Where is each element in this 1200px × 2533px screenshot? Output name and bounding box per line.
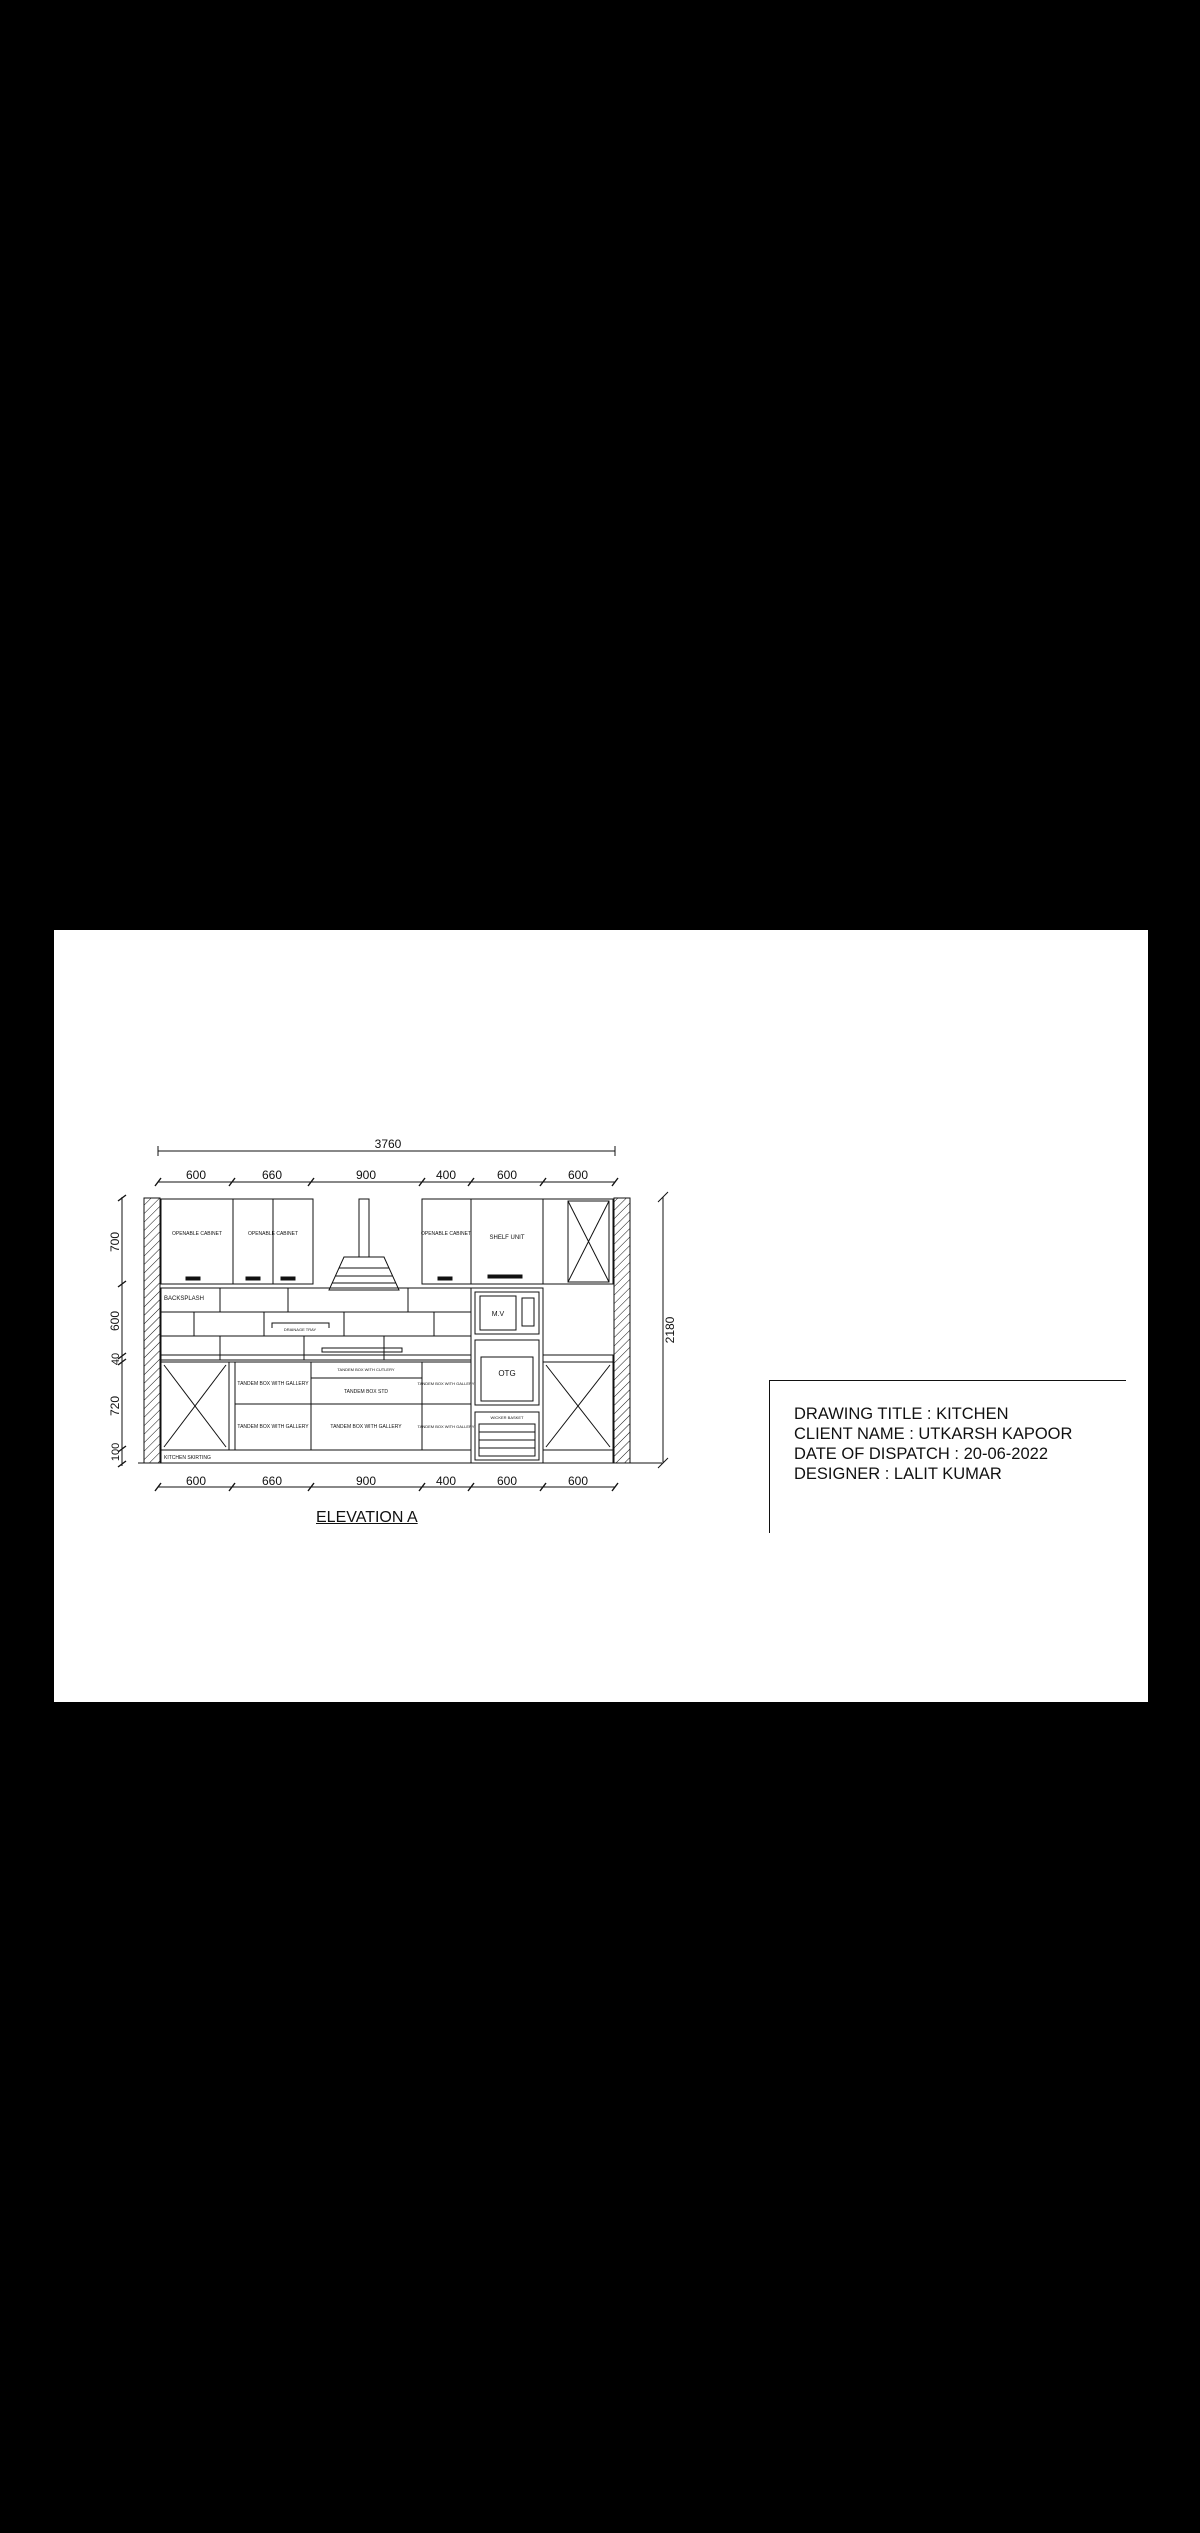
left-wall xyxy=(144,1198,160,1463)
top-dim-6: 600 xyxy=(567,1168,589,1182)
designer-name: DESIGNER : LALIT KUMAR xyxy=(794,1465,1002,1483)
title-block xyxy=(769,1380,1126,1533)
bottom-dim-6: 600 xyxy=(567,1474,589,1488)
wicker-basket-label: WICKER BASKET xyxy=(490,1415,524,1420)
top-dim-4: 400 xyxy=(435,1168,457,1182)
bottom-dim-2: 660 xyxy=(261,1474,283,1488)
top-dim-1: 600 xyxy=(185,1168,207,1182)
drawing-sheet xyxy=(54,930,1148,1702)
date-of-dispatch: DATE OF DISPATCH : 20-06-2022 xyxy=(794,1445,1048,1463)
drawer-5-label: TANDEM BOX WITH GALLERY xyxy=(330,1424,402,1430)
overall-width-label: 3760 xyxy=(374,1137,402,1151)
drawer-6-label: TANDEM BOX WITH GALLERY xyxy=(417,1381,475,1386)
elevation-caption: ELEVATION A xyxy=(316,1509,418,1526)
left-dim-4: 720 xyxy=(108,1395,122,1417)
drawer-7-label: TANDEM BOX WITH GALLERY xyxy=(417,1424,475,1429)
chimney-hood xyxy=(329,1257,399,1290)
drawing-title: DRAWING TITLE : KITCHEN xyxy=(794,1405,1009,1423)
drawer-3-label: TANDEM BOX WITH CUTLERY xyxy=(337,1367,395,1372)
left-dim-5: 100 xyxy=(110,1442,122,1462)
drainage-label: DRAINAGE TRAY xyxy=(283,1327,317,1332)
drawer-2-label: TANDEM BOX WITH GALLERY xyxy=(237,1424,309,1430)
backsplash xyxy=(161,1288,471,1360)
microwave-panel xyxy=(522,1298,534,1326)
right-wall xyxy=(614,1198,630,1463)
left-dim-1: 700 xyxy=(108,1231,122,1253)
height-dim-label: 2180 xyxy=(663,1316,677,1344)
chimney-duct xyxy=(359,1199,369,1257)
wall-cabinet-2-label: OPENABLE CABINET xyxy=(247,1231,299,1237)
client-name: CLIENT NAME : UTKARSH KAPOOR xyxy=(794,1425,1073,1443)
skirting-label: KITCHEN SKIRTING xyxy=(164,1455,211,1461)
wall-cabinet-3 xyxy=(422,1199,471,1284)
wall-cabinet-1 xyxy=(161,1199,233,1284)
backsplash-label: BACKSPLASH xyxy=(164,1296,205,1302)
left-dim-3: 40 xyxy=(110,1352,122,1366)
bottom-dim-3: 900 xyxy=(355,1474,377,1488)
shelf-unit-label: SHELF UNIT xyxy=(489,1235,525,1241)
otg-label: OTG xyxy=(498,1369,516,1378)
elevation-drawing xyxy=(54,930,1148,1702)
bottom-dim-5: 600 xyxy=(496,1474,518,1488)
top-dim-2: 660 xyxy=(261,1168,283,1182)
tall-unit-top xyxy=(543,1199,613,1284)
wall-cabinet-3-label: OPENABLE CABINET xyxy=(420,1231,472,1237)
bottom-dim-4: 400 xyxy=(435,1474,457,1488)
microwave-label: M.V xyxy=(491,1311,505,1318)
top-dim-5: 600 xyxy=(496,1168,518,1182)
wall-cabinet-1-label: OPENABLE CABINET xyxy=(171,1231,223,1237)
otg-door xyxy=(481,1357,533,1401)
bottom-dim-1: 600 xyxy=(185,1474,207,1488)
top-dim-3: 900 xyxy=(355,1168,377,1182)
drawer-4-label: TANDEM BOX STD xyxy=(343,1389,389,1395)
hob xyxy=(322,1348,402,1352)
left-dim-2: 600 xyxy=(108,1310,122,1332)
shelf-unit xyxy=(471,1199,543,1284)
countertop xyxy=(161,1355,471,1362)
drawer-1-label: TANDEM BOX WITH GALLERY xyxy=(237,1381,309,1387)
